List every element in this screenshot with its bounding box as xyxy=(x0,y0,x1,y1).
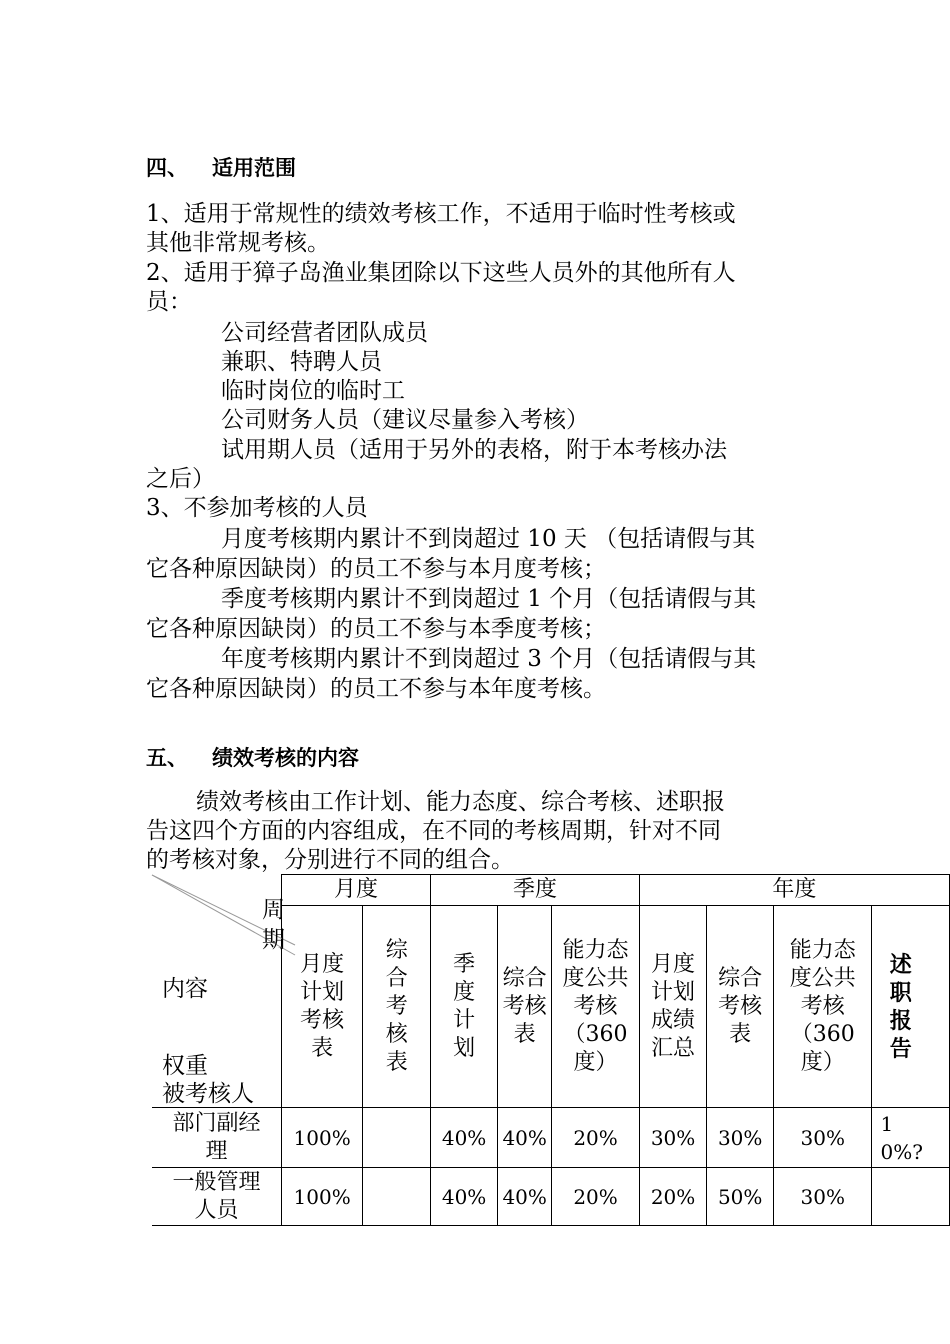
yearly-rule-line-1: 年度考核期内累计不到岗超过 3 个月（包括请假与其 xyxy=(221,646,757,672)
corner-content: 内容 xyxy=(162,975,208,1002)
table-cell: 100% xyxy=(281,1168,362,1226)
table-row xyxy=(152,1168,950,1226)
corner-assessee: 被考核人 xyxy=(162,1080,254,1107)
column-header: 月度计划成绩汇总 xyxy=(639,906,707,1108)
excluded-item: 公司财务人员（建议尽量参入考核） xyxy=(221,407,589,433)
para-1-line-2: 其他非常规考核。 xyxy=(146,230,330,256)
excluded-item: 兼职、特聘人员 xyxy=(221,349,382,375)
quarterly-rule-line-1: 季度考核期内累计不到岗超过 1 个月（包括请假与其 xyxy=(221,586,757,612)
table-cell xyxy=(872,1168,950,1226)
table-cell: 40% xyxy=(498,1108,552,1168)
yearly-rule-line-2: 它各种原因缺岗）的员工不参与本年度考核。 xyxy=(146,676,606,702)
column-header: 能力态度公共考核（360度） xyxy=(774,906,872,1108)
column-header: 述职报告 xyxy=(872,906,950,1108)
table-cell: 10%? xyxy=(872,1108,950,1168)
column-header: 月度计划考核表 xyxy=(281,906,362,1108)
table-cell xyxy=(363,1168,431,1226)
column-header: 季度计划 xyxy=(431,906,498,1108)
corner-cycle-2: 期 xyxy=(262,926,285,953)
row-name: 一般管理人员 xyxy=(152,1168,281,1226)
section-5-heading xyxy=(146,742,359,772)
table-cell: 20% xyxy=(552,1168,639,1226)
table-cell: 100% xyxy=(281,1108,362,1168)
table-cell: 30% xyxy=(774,1108,872,1168)
table-cell: 40% xyxy=(498,1168,552,1226)
period-quarterly: 季度 xyxy=(431,875,640,906)
column-header: 能力态度公共考核（360度） xyxy=(552,906,639,1108)
monthly-rule-line-2: 它各种原因缺岗）的员工不参与本月度考核； xyxy=(146,556,606,582)
para-3: 3、不参加考核的人员 xyxy=(146,495,368,521)
table-cell xyxy=(363,1108,431,1168)
excluded-item: 临时岗位的临时工 xyxy=(221,378,405,404)
section-5-number: 五、 xyxy=(146,746,188,770)
section-4-number: 四、 xyxy=(146,156,188,180)
section-5-para-line-1: 绩效考核由工作计划、能力态度、综合考核、述职报 xyxy=(196,789,725,815)
period-yearly: 年度 xyxy=(639,875,949,906)
table-cell: 30% xyxy=(707,1108,774,1168)
row-name: 部门副经理 xyxy=(152,1108,281,1168)
column-header: 综合考核表 xyxy=(363,906,431,1108)
section-5-para-line-2: 告这四个方面的内容组成，在不同的考核周期，针对不同 xyxy=(146,818,721,844)
table-row xyxy=(152,1108,950,1168)
corner-cycle-1: 周 xyxy=(262,896,285,923)
probation-line-1: 试用期人员（适用于另外的表格，附于本考核办法 xyxy=(221,437,727,463)
section-4-title: 适用范围 xyxy=(212,156,296,180)
corner-header-cell xyxy=(152,875,285,1108)
table-cell: 30% xyxy=(774,1168,872,1226)
corner-weight: 权重 xyxy=(162,1052,208,1079)
section-4-heading xyxy=(146,152,296,182)
excluded-item: 公司经营者团队成员 xyxy=(221,320,428,346)
section-5-para-line-3: 的考核对象，分别进行不同的组合。 xyxy=(146,847,514,873)
quarterly-rule-line-2: 它各种原因缺岗）的员工不参与本季度考核； xyxy=(146,616,606,642)
table-cell: 40% xyxy=(431,1168,498,1226)
probation-line-2: 之后） xyxy=(146,466,215,492)
section-5-title: 绩效考核的内容 xyxy=(212,746,359,770)
assessment-table xyxy=(152,874,950,1226)
table-cell: 50% xyxy=(707,1168,774,1226)
para-1-line-1: 1、适用于常规性的绩效考核工作，不适用于临时性考核或 xyxy=(146,201,736,227)
monthly-rule-line-1: 月度考核期内累计不到岗超过 10 天 （包括请假与其 xyxy=(221,526,756,552)
column-header: 综合考核表 xyxy=(707,906,774,1108)
table-cell: 30% xyxy=(639,1108,707,1168)
para-2-line-1: 2、适用于獐子岛渔业集团除以下这些人员外的其他所有人 xyxy=(146,260,736,286)
period-monthly: 月度 xyxy=(281,875,430,906)
table-cell: 20% xyxy=(639,1168,707,1226)
column-header: 综合考核表 xyxy=(498,906,552,1108)
table-cell: 20% xyxy=(552,1108,639,1168)
para-2-line-2: 员： xyxy=(146,289,192,315)
table-cell: 40% xyxy=(431,1108,498,1168)
